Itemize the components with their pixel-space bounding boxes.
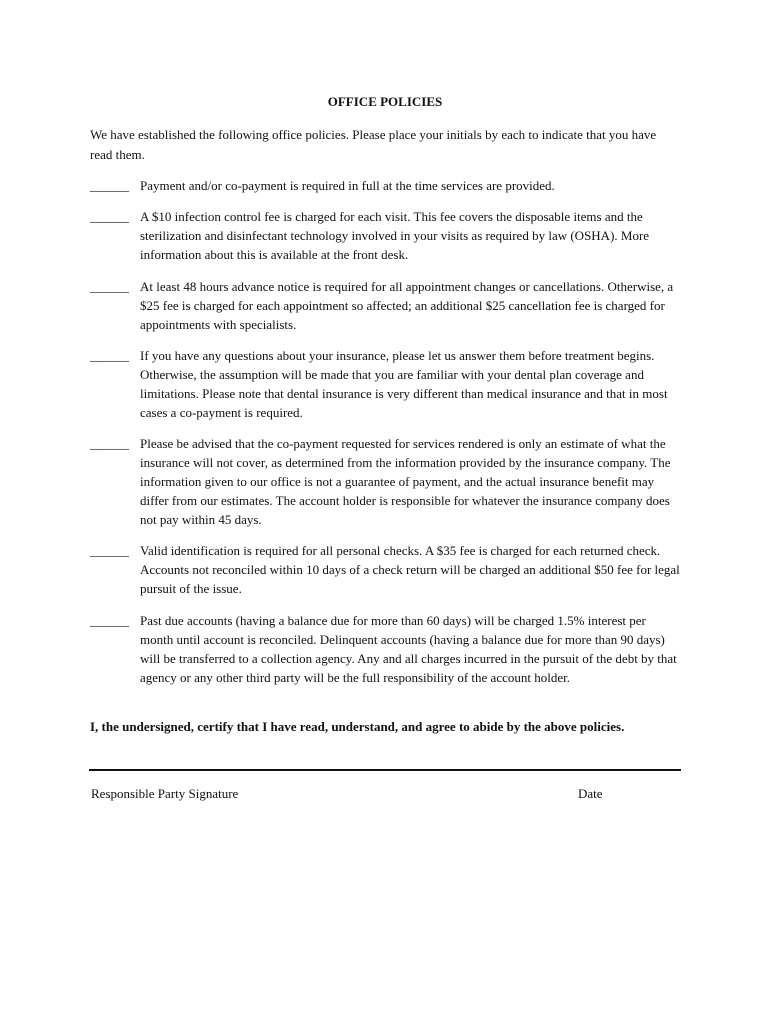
initials-blank[interactable]: ______ — [90, 436, 129, 451]
policy-text: If you have any questions about your insurance, please let us answer them before treatment begins. Otherwise, the assumption will be made that you are familiar with your dental plan coverage and limitations. Please note that dental insurance is very different than medical insurance and that in most cases a co-payment is required. — [140, 348, 668, 420]
policy-item-cancellation — [90, 277, 682, 334]
initials-blank[interactable]: ______ — [90, 279, 129, 294]
signature-label: Responsible Party Signature — [91, 786, 239, 801]
intro-paragraph: We have established the following office policies. Please place your initials by each to indicate that you have read them. — [90, 127, 657, 162]
certification-statement: I, the undersigned, certify that I have read, understand, and agree to abide by the above policies. — [90, 719, 625, 734]
policy-item-insurance-questions — [90, 346, 682, 422]
policy-text: Valid identification is required for all personal checks. A $35 fee is charged for each returned check. Accounts not reconciled within 10 days of a check return will be charged an additional $50 fee for legal pursuit of the issue. — [140, 543, 680, 596]
policy-text: A $10 infection control fee is charged for each visit. This fee covers the disposable items and the sterilization and disinfectant technology involved in your visits as required by law (OSHA). More information about this is available at the front desk. — [140, 209, 650, 262]
policy-item-infection-fee — [90, 207, 682, 264]
policy-text: Past due accounts (having a balance due for more than 60 days) will be charged 1.5% interest per month until account is reconciled. Delinquent accounts (having a balance due for more than 90 days) will be transferred to a collection agency. Any and all charges incurred in the pursuit of the debt by that agency or any other third party will be the full responsibility of the account holder. — [140, 613, 677, 685]
policy-text: Payment and/or co-payment is required in full at the time services are provided. — [140, 178, 555, 193]
policy-text: Please be advised that the co-payment requested for services rendered is only an estimate of what the insurance will not cover, as determined from the information provided by the insurance company. The information given to our office is not a guarantee of payment, and the actual insurance benefit may differ from our estimates. The account holder is responsible for whatever the insurance company does not pay within 45 days. — [140, 436, 671, 527]
signature-line[interactable] — [89, 769, 681, 771]
policy-text: At least 48 hours advance notice is required for all appointment changes or cancellations. Otherwise, a $25 fee is charged for each appointment so affected; an additional $25 cancellation fee is charged for appointments with specialists. — [140, 279, 674, 332]
initials-blank[interactable]: ______ — [90, 613, 129, 628]
date-label: Date — [578, 786, 603, 801]
page-title: OFFICE POLICIES — [327, 94, 443, 109]
policy-item-copayment-estimate — [90, 434, 682, 529]
policy-item-payment — [90, 176, 682, 195]
initials-blank[interactable]: ______ — [90, 209, 129, 224]
initials-blank[interactable]: ______ — [90, 178, 129, 193]
policy-item-personal-checks — [90, 541, 682, 598]
policy-item-past-due — [90, 611, 682, 687]
initials-blank[interactable]: ______ — [90, 543, 129, 558]
initials-blank[interactable]: ______ — [90, 348, 129, 363]
